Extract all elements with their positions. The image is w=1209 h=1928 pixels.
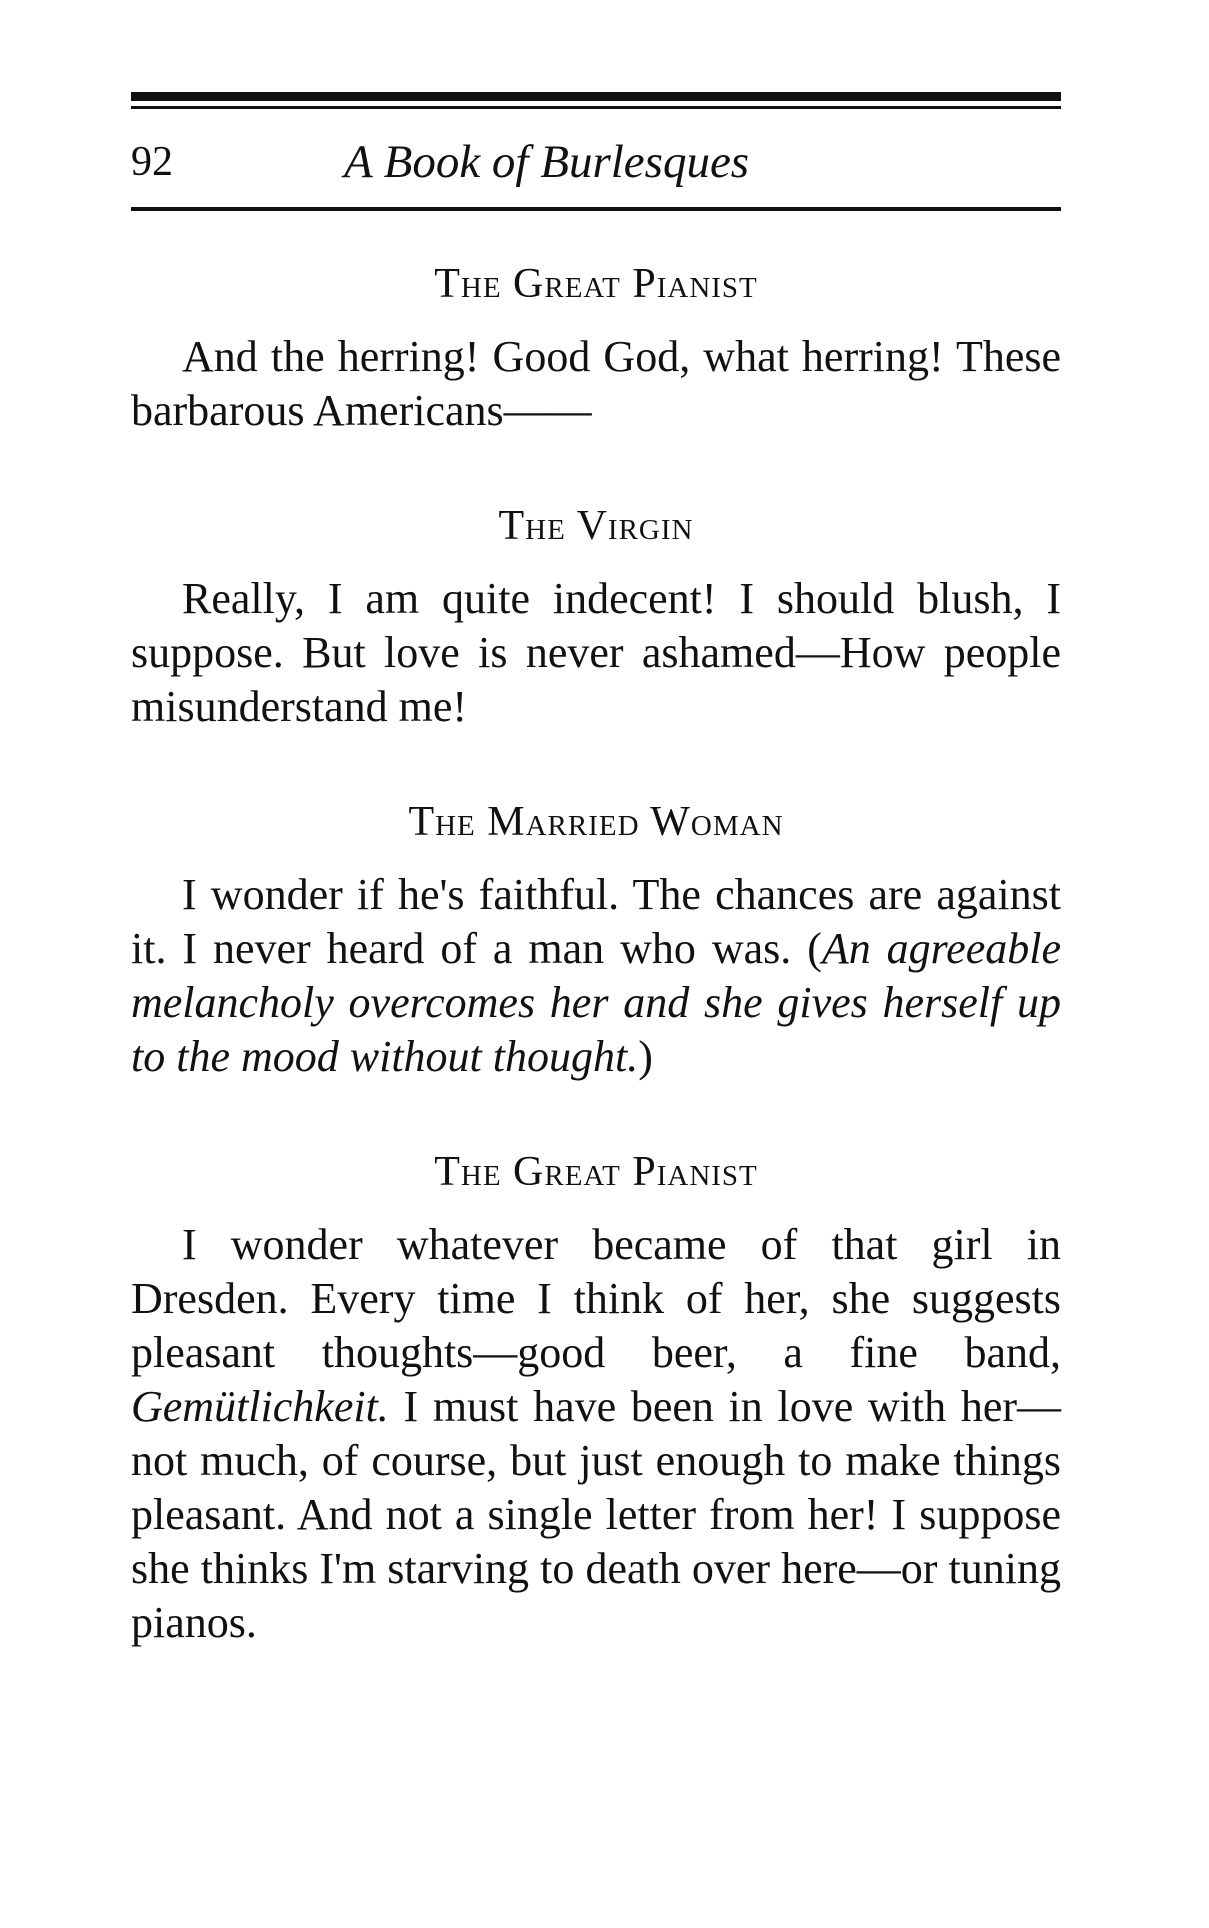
dialogue-text: I wonder whatever became of that girl in Dresden. Every time I think of her, she suggests pleasant thoughts—good beer, a fine band, [131,1220,1061,1377]
page-number: 92 [131,139,173,185]
speaker-heading: The Great Pianist [434,261,758,307]
dialogue-paragraph [131,868,1061,1084]
speaker-heading: The Virgin [498,503,694,549]
italic-term: Gemütlichkeit. [131,1382,389,1431]
stage-direction-close: ) [638,1032,653,1081]
speaker-heading: The Married Woman [408,799,784,845]
dialogue-section [131,258,1061,438]
page-body [131,258,1061,1650]
dialogue-section [131,796,1061,1084]
header-rule-thick [131,92,1061,101]
stage-direction-open: ( [807,924,822,973]
dialogue-text-continued: I must have been in love with her—not much, of course, but just enough to make things pleasant. And not a single letter from her! I suppose she thinks I'm starving to death over here—or tuning pianos. [131,1382,1061,1647]
dialogue-section [131,500,1061,734]
speaker-heading: The Great Pianist [434,1149,758,1195]
header-rule-bottom [131,207,1061,211]
dialogue-paragraph: And the herring! Good God, what herring! These barbarous Americans—— [131,332,1061,435]
dialogue-paragraph [131,1218,1061,1650]
dialogue-section [131,1146,1061,1650]
header-rule-thin [131,106,1061,109]
dialogue-text: I wonder if he's faithful. The chances are against it. I never heard of a man who was. [131,870,1061,973]
dialogue-paragraph: Really, I am quite indecent! I should blush, I suppose. But love is never ashamed—How people misunderstand me! [131,574,1061,731]
running-title: A Book of Burlesques [344,136,750,188]
stage-direction: An agreeable melancholy overcomes her and she gives herself up to the mood without thought. [131,924,1061,1081]
